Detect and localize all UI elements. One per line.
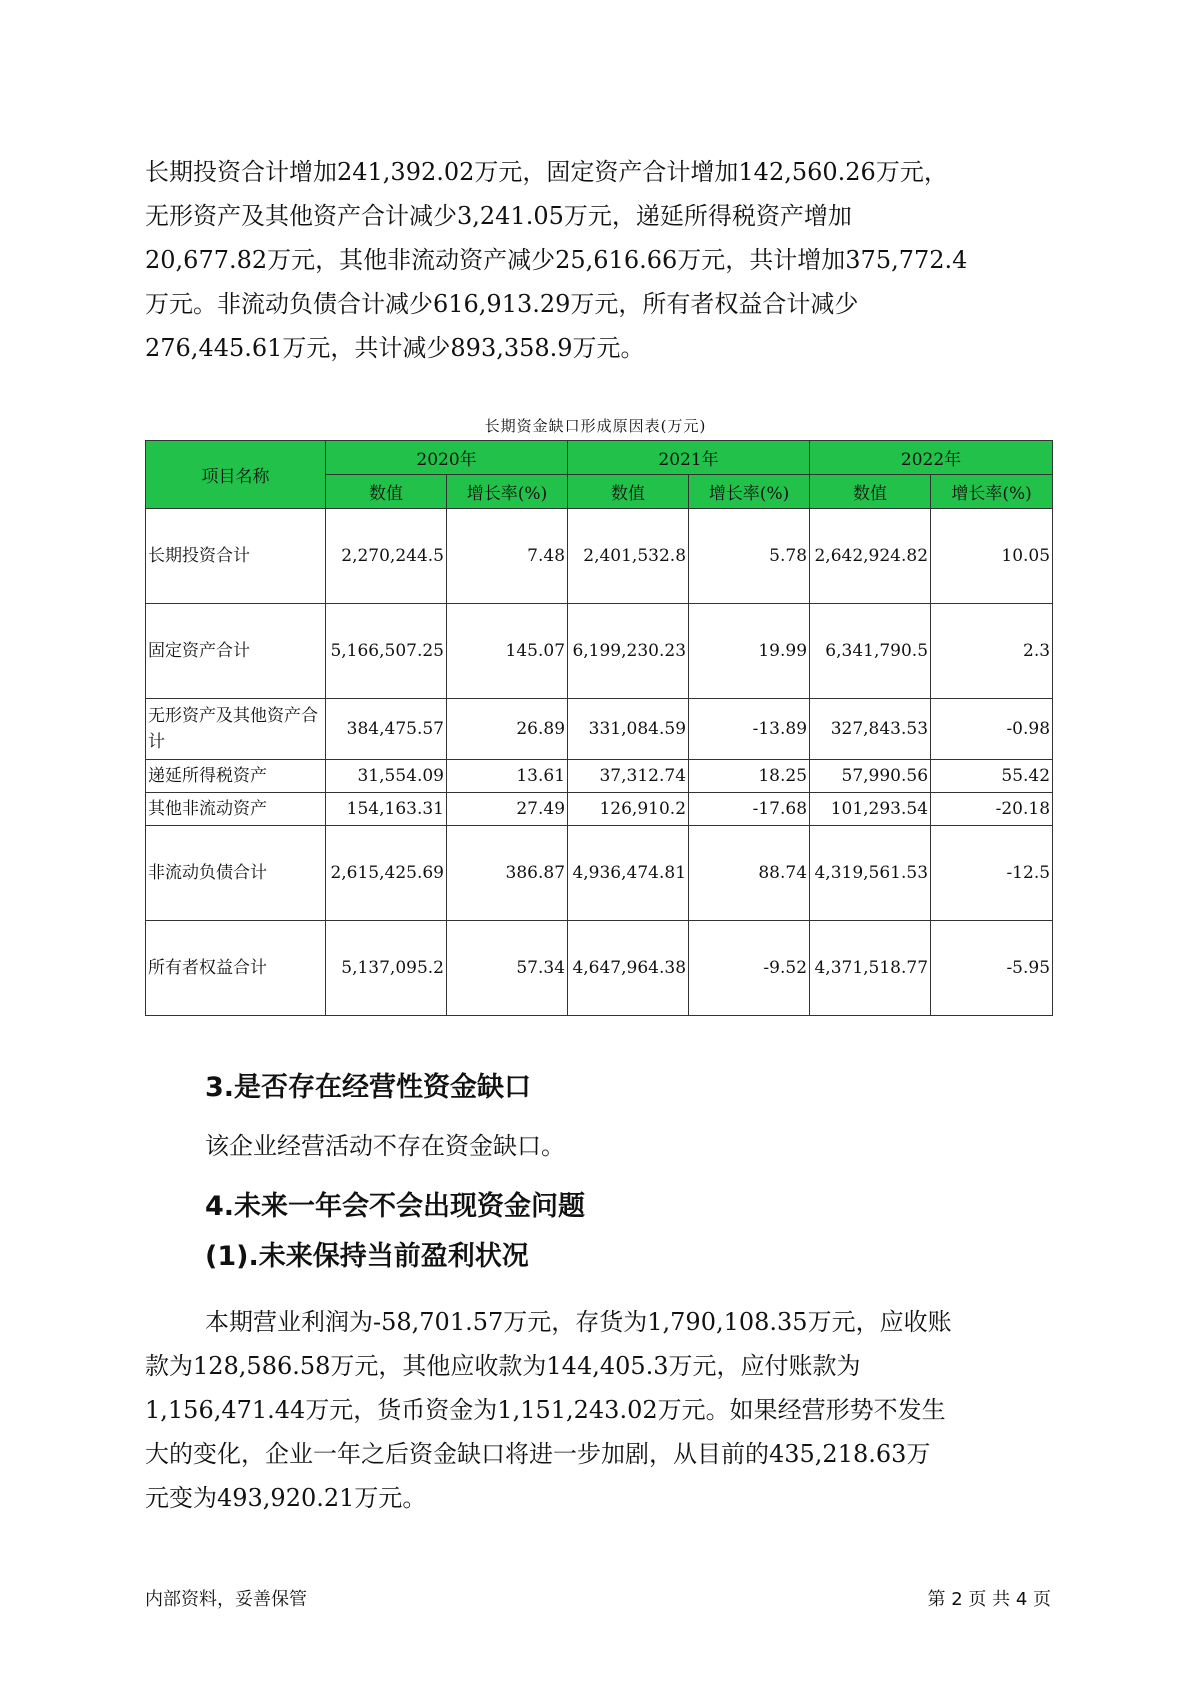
- table-row: [146, 793, 1053, 826]
- section4-line: 大的变化，企业一年之后资金缺口将进一步加剧，从目前的435,218.63万: [145, 1440, 931, 1468]
- cell-rate: 19.99: [689, 604, 810, 699]
- header-growth-rate: 增长率(%): [931, 475, 1053, 509]
- section4-paragraph: [145, 1300, 1050, 1520]
- intro-line: 20,677.82万元，其他非流动资产减少25,616.66万元，共计增加375,772.4: [145, 246, 968, 274]
- cell-value: 331,084.59: [568, 699, 689, 760]
- cell-rate: -0.98: [931, 699, 1053, 760]
- table-row: [146, 826, 1053, 921]
- cell-value: 2,615,425.69: [326, 826, 447, 921]
- cell-value: 57,990.56: [810, 760, 931, 793]
- header-growth-rate: 增长率(%): [447, 475, 568, 509]
- cell-value: 6,341,790.5: [810, 604, 931, 699]
- cell-value: 31,554.09: [326, 760, 447, 793]
- cell-rate: 386.87: [447, 826, 568, 921]
- section3-heading: 3.是否存在经营性资金缺口: [205, 1072, 532, 1103]
- table-row: [146, 604, 1053, 699]
- footer-page-number: 第 2 页 共 4 页: [927, 1589, 1051, 1610]
- header-value: 数值: [326, 475, 447, 509]
- cell-rate: 5.78: [689, 509, 810, 604]
- cell-rate: 55.42: [931, 760, 1053, 793]
- section3-text: 该企业经营活动不存在资金缺口。: [205, 1132, 565, 1160]
- cell-value: 154,163.31: [326, 793, 447, 826]
- intro-line: 276,445.61万元，共计减少893,358.9万元。: [145, 334, 645, 362]
- cell-value: 6,199,230.23: [568, 604, 689, 699]
- cell-rate: -5.95: [931, 921, 1053, 1016]
- intro-line: 万元。非流动负债合计减少616,913.29万元，所有者权益合计减少: [145, 290, 859, 318]
- cell-value: 2,270,244.5: [326, 509, 447, 604]
- header-value: 数值: [810, 475, 931, 509]
- cell-value: 4,647,964.38: [568, 921, 689, 1016]
- cell-rate: 57.34: [447, 921, 568, 1016]
- row-name: 无形资产及其他资产合计: [146, 699, 326, 760]
- cell-rate: -9.52: [689, 921, 810, 1016]
- cell-value: 2,401,532.8: [568, 509, 689, 604]
- table-caption: 长期资金缺口形成原因表(万元): [484, 417, 707, 435]
- header-growth-rate: 增长率(%): [689, 475, 810, 509]
- cell-value: 126,910.2: [568, 793, 689, 826]
- cell-value: 2,642,924.82: [810, 509, 931, 604]
- cell-rate: 145.07: [447, 604, 568, 699]
- row-name: 长期投资合计: [146, 509, 326, 604]
- section4-line: 款为128,586.58万元，其他应收款为144,405.3万元，应付账款为: [145, 1352, 861, 1380]
- cell-value: 4,371,518.77: [810, 921, 931, 1016]
- cell-value: 4,319,561.53: [810, 826, 931, 921]
- footer-confidential-note: 内部资料，妥善保管: [145, 1589, 307, 1610]
- intro-line: 无形资产及其他资产合计减少3,241.05万元，递延所得税资产增加: [145, 202, 852, 230]
- header-value: 数值: [568, 475, 689, 509]
- cell-value: 5,137,095.2: [326, 921, 447, 1016]
- cell-rate: 27.49: [447, 793, 568, 826]
- header-year-2022: 2022年: [810, 441, 1053, 475]
- section4-line: 元变为493,920.21万元。: [145, 1484, 427, 1512]
- row-name: 固定资产合计: [146, 604, 326, 699]
- cell-rate: -20.18: [931, 793, 1053, 826]
- cell-value: 4,936,474.81: [568, 826, 689, 921]
- cell-rate: 88.74: [689, 826, 810, 921]
- section4-line: 1,156,471.44万元，货币资金为1,151,243.02万元。如果经营形势不发生: [145, 1396, 946, 1424]
- section4-line: 本期营业利润为-58,701.57万元，存货为1,790,108.35万元，应收账: [205, 1308, 952, 1336]
- row-name: 非流动负债合计: [146, 826, 326, 921]
- header-year-2021: 2021年: [568, 441, 810, 475]
- cell-value: 384,475.57: [326, 699, 447, 760]
- intro-line: 长期投资合计增加241,392.02万元，固定资产合计增加142,560.26万元，: [145, 158, 948, 186]
- cell-rate: 10.05: [931, 509, 1053, 604]
- cell-rate: 7.48: [447, 509, 568, 604]
- header-item-name: 项目名称: [146, 441, 326, 509]
- row-name: 递延所得税资产: [146, 760, 326, 793]
- cell-value: 5,166,507.25: [326, 604, 447, 699]
- capital-gap-table: [145, 440, 1053, 1016]
- cell-rate: 2.3: [931, 604, 1053, 699]
- cell-rate: -17.68: [689, 793, 810, 826]
- row-name: 所有者权益合计: [146, 921, 326, 1016]
- cell-rate: 18.25: [689, 760, 810, 793]
- cell-rate: 13.61: [447, 760, 568, 793]
- table-row: [146, 760, 1053, 793]
- cell-value: 327,843.53: [810, 699, 931, 760]
- intro-paragraph: [145, 150, 1050, 370]
- cell-value: 101,293.54: [810, 793, 931, 826]
- cell-rate: -13.89: [689, 699, 810, 760]
- section4-subheading: (1).未来保持当前盈利状况: [205, 1241, 529, 1272]
- row-name: 其他非流动资产: [146, 793, 326, 826]
- header-year-2020: 2020年: [326, 441, 568, 475]
- table-row: [146, 509, 1053, 604]
- cell-rate: 26.89: [447, 699, 568, 760]
- cell-value: 37,312.74: [568, 760, 689, 793]
- table-row: [146, 699, 1053, 760]
- section4-heading: 4.未来一年会不会出现资金问题: [205, 1191, 586, 1222]
- cell-rate: -12.5: [931, 826, 1053, 921]
- table-row: [146, 921, 1053, 1016]
